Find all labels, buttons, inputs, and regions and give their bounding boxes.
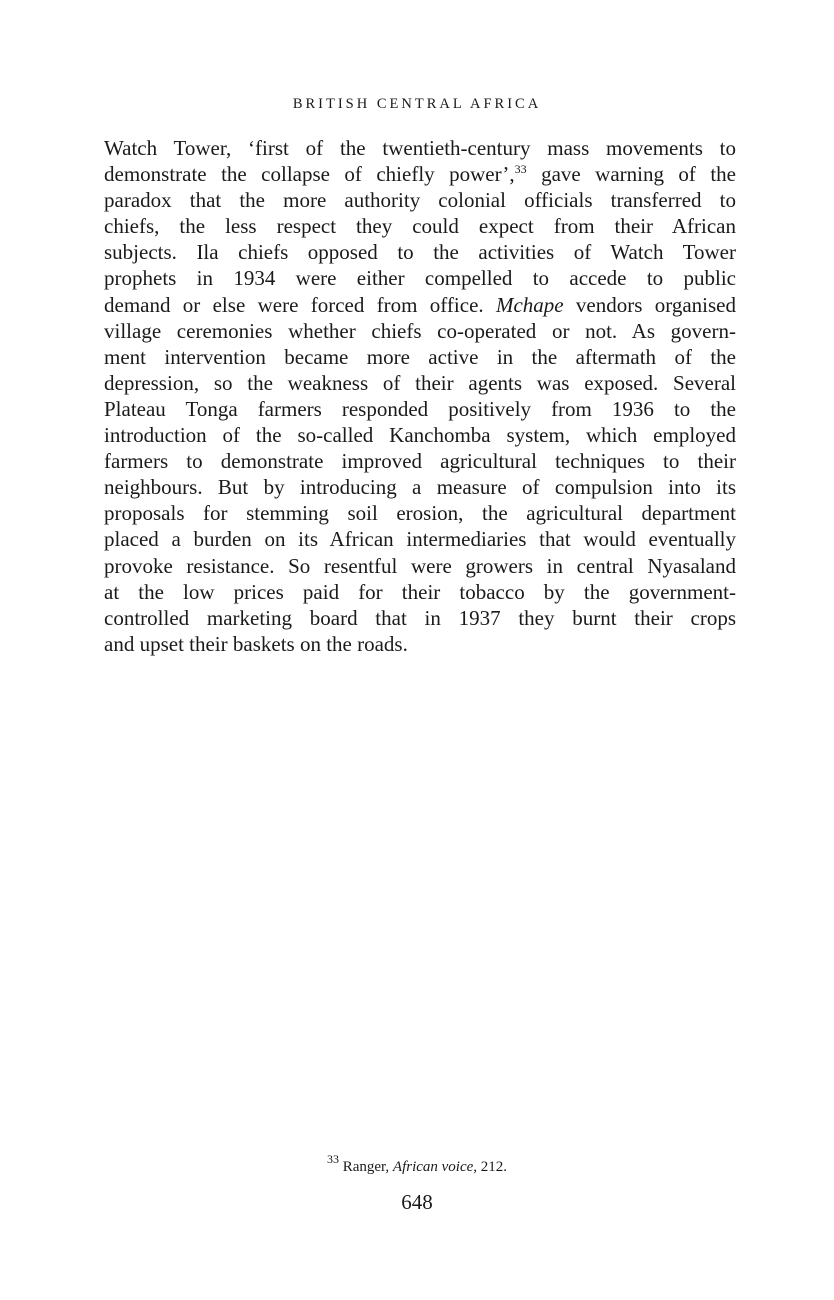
text-line: proposals for stemming soil erosion, the agricultural department: [104, 501, 736, 526]
text-line: controlled marketing board that in 1937 they burnt their crops: [104, 605, 736, 630]
text-line: prophets in 1934 were either compelled to accede to public: [104, 266, 736, 291]
footnote-marker: 33: [326, 1152, 339, 1166]
text-line: farmers to demonstrate improved agricultural techniques to their: [104, 449, 736, 474]
text-line: paradox that the more authority colonial officials transferred to: [104, 188, 736, 213]
running-head: BRITISH CENTRAL AFRICA: [292, 96, 542, 112]
text-line-last: and upset their baskets on the roads.: [104, 631, 408, 656]
text-line: neighbours. But by introducing a measure of compulsion into its: [104, 475, 736, 500]
text-line: village ceremonies whether chiefs co-operated or not. As govern-: [104, 318, 736, 343]
text-line: introduction of the so-called Kanchomba system, which employed: [104, 423, 736, 448]
body-paragraph: [104, 135, 736, 657]
footnote-reference[interactable]: 33: [514, 162, 527, 177]
footnote-author: Ranger,: [338, 1159, 393, 1175]
text-line: at the low prices paid for their tobacco by the government-: [104, 579, 736, 604]
text-line: ment intervention became more active in the aftermath of the: [104, 344, 736, 369]
text-line: demand or else were forced from office. Mchape vendors organised: [104, 292, 736, 317]
text-line: depression, so the weakness of their agents was exposed. Several: [104, 370, 736, 395]
text-line: chiefs, the less respect they could expect from their African: [104, 214, 736, 239]
text-line: placed a burden on its African intermediaries that would eventually: [104, 527, 736, 552]
text-line: subjects. Ila chiefs opposed to the activities of Watch Tower: [104, 240, 736, 265]
page-number: 648: [401, 1190, 433, 1214]
footnote-title: African voice: [392, 1159, 474, 1175]
footnote: [0, 1152, 834, 1176]
text-line: provoke resistance. So resentful were growers in central Nyasaland: [104, 553, 736, 578]
text-line: demonstrate the collapse of chiefly power’,$^{33}$ gave warning of the: [104, 162, 736, 187]
text-line: Watch Tower, ‘first of the twentieth-century mass movements to: [104, 136, 736, 160]
footnote-page: , 212.: [473, 1159, 508, 1175]
text-line: Plateau Tonga farmers responded positively from 1936 to the: [104, 396, 736, 421]
italic-term: Mchape: [495, 292, 564, 317]
